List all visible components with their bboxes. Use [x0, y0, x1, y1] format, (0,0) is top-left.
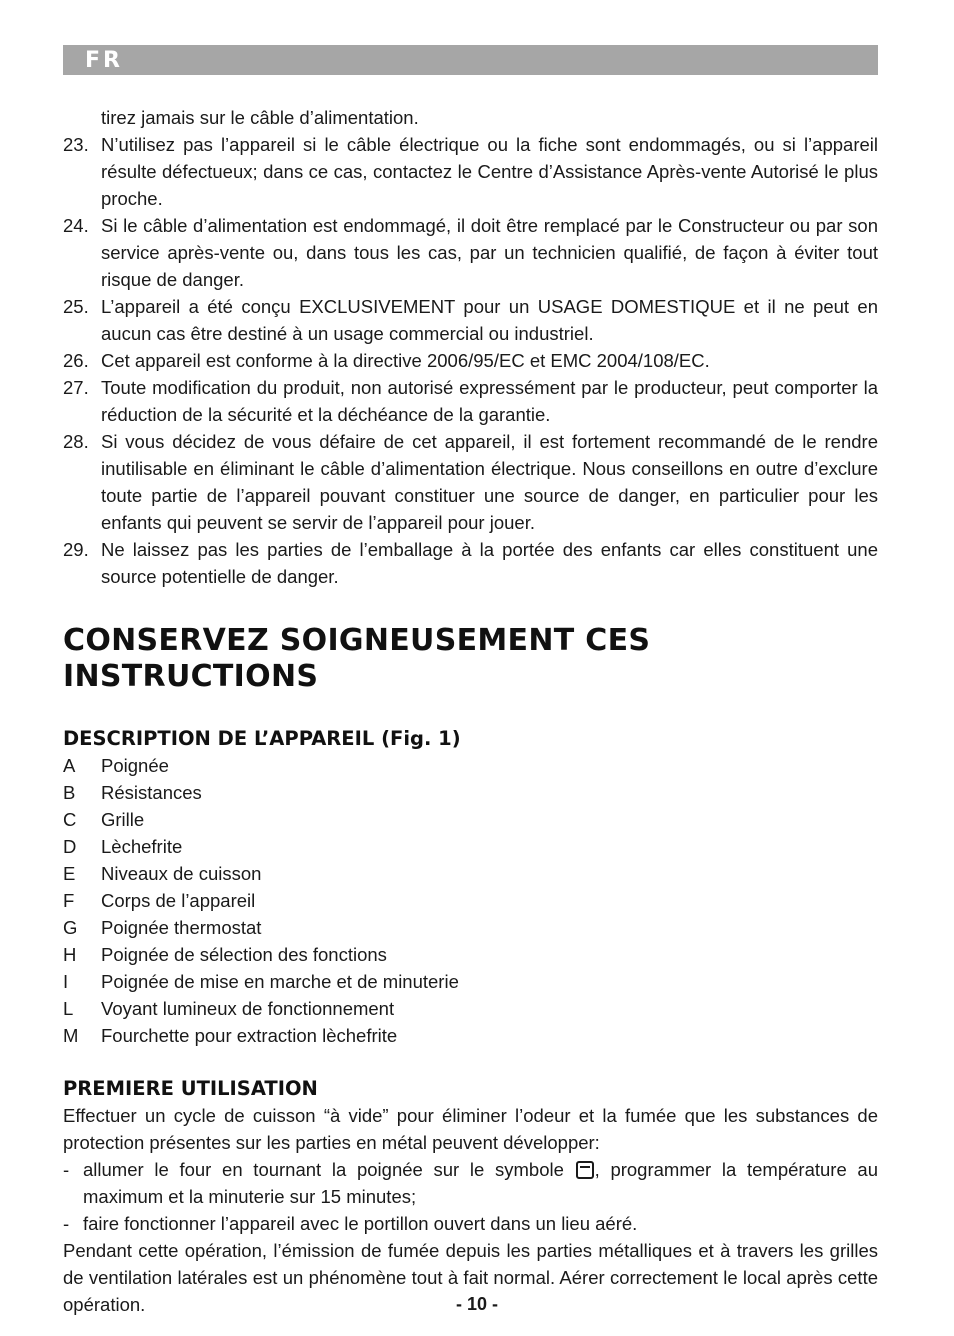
part-item — [63, 887, 878, 914]
first-use-intro: Effectuer un cycle de cuisson “à vide” pour éliminer l’odeur et la fumée que les substances de protection présentes sur les parties en métal peuvent développer: — [63, 1105, 878, 1153]
oven-symbol-icon — [576, 1161, 594, 1179]
part-label: Corps de l’appareil — [101, 890, 256, 911]
item-text: Si le câble d’alimentation est endommagé, il doit être remplacé par le Constructeur ou par son service après-vente ou, dans tous les cas, par un technicien qualifié, de façon à éviter tout risque de danger. — [101, 215, 878, 290]
part-letter: G — [63, 917, 78, 938]
item-number: 28. — [63, 431, 89, 452]
item-number: 25. — [63, 296, 89, 317]
part-item — [63, 752, 878, 779]
main-heading-line1: CONSERVEZ SOIGNEUSEMENT CES — [63, 623, 651, 658]
item-text: Toute modification du produit, non autorisé expressément par le producteur, peut comporter la réduction de la sécurité et la déchéance de la garantie. — [101, 377, 878, 425]
item-text: Cet appareil est conforme à la directive 2006/95/EC et EMC 2004/108/EC. — [101, 350, 710, 371]
safety-item — [63, 428, 878, 536]
part-letter: E — [63, 863, 76, 884]
part-label: Poignée thermostat — [101, 917, 262, 938]
part-letter: I — [63, 971, 69, 992]
dash-marker: - — [63, 1213, 70, 1234]
part-label: Poignée — [101, 755, 169, 776]
main-heading — [63, 623, 878, 695]
main-heading-line2: INSTRUCTIONS — [63, 659, 319, 694]
item-text: N’utilisez pas l’appareil si le câble électrique ou la fiche sont endommagés, ou si l’appareil résulte défectueux; dans ce cas, contactez le Centre d’Assistance Après-vente Autorisé le plus proche. — [101, 134, 878, 209]
part-item — [63, 806, 878, 833]
step-item — [63, 1210, 878, 1237]
part-item — [63, 968, 878, 995]
page-number: - 10 - — [455, 1294, 498, 1314]
part-label: Niveaux de cuisson — [101, 863, 262, 884]
safety-list — [63, 131, 878, 590]
part-letter: D — [63, 836, 77, 857]
item-number: 26. — [63, 350, 89, 371]
parts-list — [63, 752, 878, 1049]
safety-item — [63, 374, 878, 428]
part-item — [63, 914, 878, 941]
safety-item — [63, 293, 878, 347]
part-letter: F — [63, 890, 75, 911]
item-number: 24. — [63, 215, 89, 236]
part-label: Grille — [101, 809, 145, 830]
part-letter: M — [63, 1025, 79, 1046]
part-letter: A — [63, 755, 76, 776]
first-use-closing: Pendant cette opération, l’émission de fumée depuis les parties métalliques et à travers les grilles de ventilation latérales est un phénomène tout à fait normal. Aérer correctement le local après cette opération. — [63, 1240, 878, 1315]
continued-text: tirez jamais sur le câble d’alimentation. — [101, 107, 419, 128]
item-number: 27. — [63, 377, 89, 398]
step-text: faire fonctionner l’appareil avec le portillon ouvert dans un lieu aéré. — [83, 1213, 638, 1234]
safety-item — [63, 212, 878, 293]
dash-marker: - — [63, 1159, 70, 1180]
part-letter: L — [63, 998, 74, 1019]
part-letter: H — [63, 944, 77, 965]
step-item — [63, 1156, 878, 1210]
item-text: Si vous décidez de vous défaire de cet appareil, il est fortement recommandé de le rendre inutilisable en éliminant le câble d’alimentation électrique. Nous conseillons en outre d’exclure toute partie de l’appareil pouvant constituer une source de danger, en particulier pour les enfants qui peuvent se servir de l’appareil pour jouer. — [101, 431, 878, 533]
part-item — [63, 1022, 878, 1049]
safety-item — [63, 347, 878, 374]
part-label: Résistances — [101, 782, 202, 803]
item-text: L’appareil a été conçu EXCLUSIVEMENT pour un USAGE DOMESTIQUE et il ne peut en aucun cas être destiné à un usage commercial ou industriel. — [101, 296, 878, 344]
first-use-steps — [63, 1156, 878, 1237]
part-label: Fourchette pour extraction lèchefrite — [101, 1025, 398, 1046]
description-title: DESCRIPTION DE L’APPAREIL (Fig. 1) — [63, 727, 461, 750]
step-text-after: , programmer la température au maximum et la minuterie sur 15 minutes; — [83, 1159, 879, 1207]
safety-item — [63, 131, 878, 212]
part-label: Lèchefrite — [101, 836, 183, 857]
part-item — [63, 941, 878, 968]
part-letter: B — [63, 782, 76, 803]
part-item — [63, 833, 878, 860]
item-number: 29. — [63, 539, 89, 560]
part-item — [63, 860, 878, 887]
step-text-before: allumer le four en tournant la poignée sur le symbole — [83, 1159, 564, 1180]
part-letter: C — [63, 809, 77, 830]
part-item — [63, 779, 878, 806]
language-bar — [63, 45, 878, 75]
first-use-title: PREMIERE UTILISATION — [63, 1077, 318, 1100]
page-content — [63, 104, 878, 1318]
part-label: Poignée de sélection des fonctions — [101, 944, 387, 965]
item-text: Ne laissez pas les parties de l’emballage à la portée des enfants car elles constituent une source potentielle de danger. — [101, 539, 878, 587]
part-label: Voyant lumineux de fonctionnement — [101, 998, 395, 1019]
item-number: 23. — [63, 134, 89, 155]
language-code: FR — [85, 48, 123, 73]
part-label: Poignée de mise en marche et de minuterie — [101, 971, 459, 992]
part-item — [63, 995, 878, 1022]
safety-item — [63, 536, 878, 590]
